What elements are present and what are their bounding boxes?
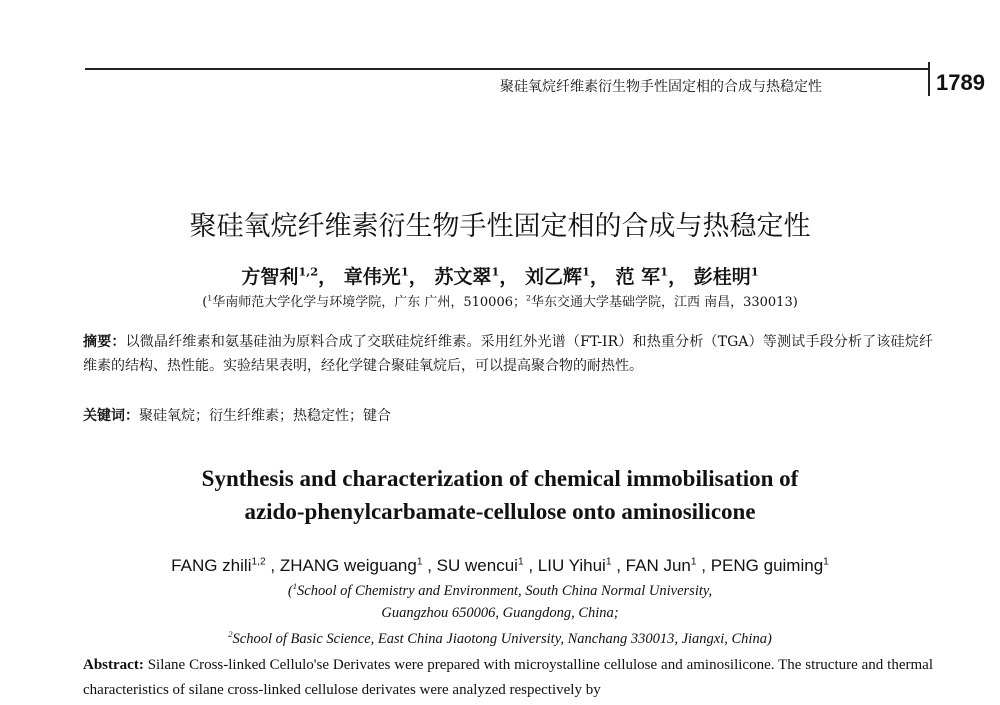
author: PENG guiming$^1$ [710,556,829,575]
title-chinese: 聚硅氧烷纤维素衍生物手性固定相的合成与热稳定性 [189,211,811,242]
author: ZHANG weiguang$^1$ [279,556,423,575]
abstract-chinese: 摘要：以微晶纤维素和氨基硅油为原料合成了交联硅烷纤维素。采用红外光谱（FT-IR）和热重分析（TGA）等测试手段分析了该硅烷纤维素的结构、热性能。实验结果表明，经化学键合聚硅氧烷后，可以提高聚合物的耐热性。 [83,334,933,374]
author: 范 军$^1$ [615,264,669,288]
author: LIU Yihui$^1$ [537,556,612,575]
author: FANG zhili$^{1,2}$ [171,556,266,575]
affiliation-english-3: $^2$School of Basic Science, East China Jiaotong University, Nanchang 330013, Jiangxi, China) [228,629,772,647]
title-english-line-1: Synthesis and characterization of chemical immobilisation of [201,466,799,491]
title-english-line-2: azido-phenylcarbamate-cellulose onto aminosilicone [244,499,756,524]
affiliation-english-1: ($^1$School of Chemistry and Environment, South China Normal University, [287,581,713,599]
header-rule [85,68,928,70]
page-number: 1789 [936,70,985,95]
keywords-chinese: 关键词：聚硅氧烷；衍生纤维素；热稳定性；键合 [83,408,391,424]
author: 方智利$^{1,2}$ [241,264,319,288]
authors-english: FANG zhili$^{1,2}$ , ZHANG weiguang$^1$ , SU wencui$^1$ , LIU Yihui$^1$ , FAN Jun$^1$ , PENG guiming$^1$ [171,556,829,575]
author: 苏文翠$^1$ [434,264,500,288]
affiliation-english-2: Guangzhou 650006, Guangdong, China; [381,605,619,621]
author: 彭桂明$^1$ [693,264,759,288]
author: SU wencui$^1$ [436,556,524,575]
authors-chinese: 方智利$^{1,2}$， 章伟光$^1$， 苏文翠$^1$， 刘乙辉$^1$， 范 军$^1$， 彭桂明$^1$ [241,264,759,288]
affiliation-chinese: ($^1$华南师范大学化学与环境学院，广东 广州，510006；$^2$华东交通大学基础学院，江西 南昌，330013) [202,293,798,310]
author: FAN Jun$^1$ [625,556,697,575]
author: 刘乙辉$^1$ [524,264,590,288]
header-divider [928,62,930,96]
abstract-english: Abstract: Silane Cross-linked Cellulo'se Derivates were prepared with microystalline cellulose and aminosilicone. The structure and thermal characteristics of silane cross-linked cellulose derivates were analyzed respectively by [83,657,933,698]
author: 章伟光$^1$ [343,264,409,288]
running-title: 聚硅氧烷纤维素衍生物手性固定相的合成与热稳定性 [500,79,822,95]
